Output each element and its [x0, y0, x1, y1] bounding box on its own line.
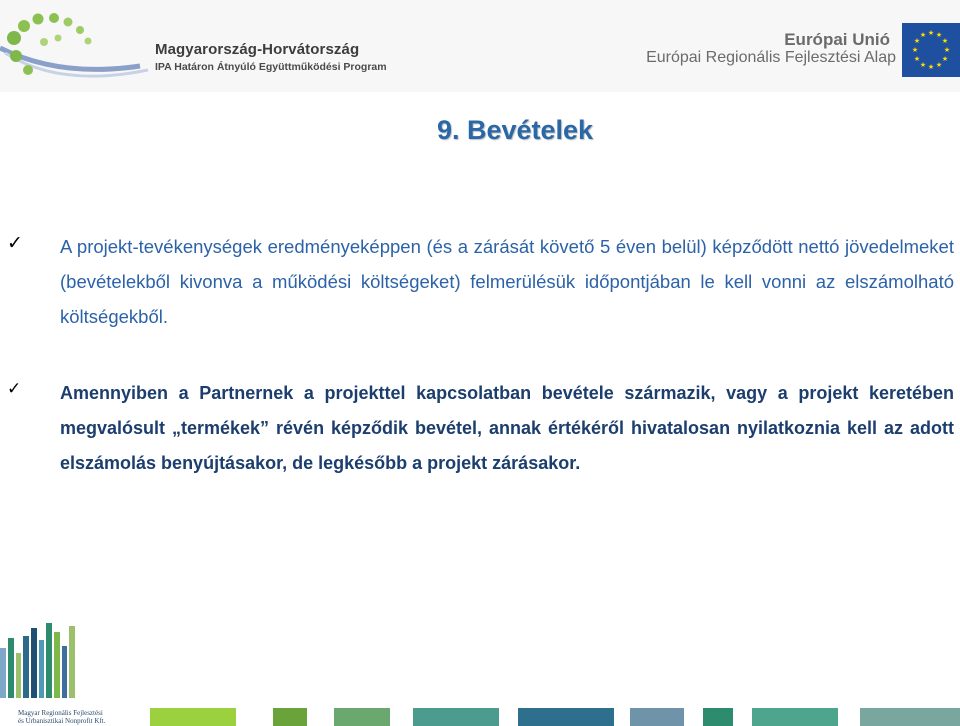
- eu-logo: [640, 20, 960, 80]
- footer-color-block: [518, 708, 614, 726]
- svg-text:★: ★: [927, 29, 935, 37]
- footer-color-block: [334, 708, 390, 726]
- bullet-text: A projekt-tevékenységek eredményeképpen (és a zárását követő 5 éven belül) képződött nettó jövedelmeket (bevételekből kivonva a működési költségeket) felmerülésük időpontjában le kell vonni az elszámolható költségekből.: [60, 236, 954, 327]
- eu-subtitle: Európai Regionális Fejlesztési Alap: [646, 49, 896, 66]
- svg-text:★: ★: [913, 55, 921, 63]
- bullet-text: Amennyiben a Partnernek a projekttel kapcsolatban bevétele származik, vagy a projekt keretében megvalósult „termékek” révén képződik bevétel, annak értékéről hivatalosan nyilatkoznia kell az adott elszámolás benyújtásakor, de legkésőbb a projekt zárásakor.: [60, 383, 954, 473]
- header-banner: [0, 0, 960, 92]
- svg-text:★: ★: [941, 37, 949, 45]
- checkmark-icon: ✓: [7, 232, 23, 254]
- footer-color-block: [752, 708, 838, 726]
- checkmark-icon: ✓: [7, 379, 22, 399]
- svg-text:★: ★: [943, 46, 951, 54]
- footer-color-block: [703, 708, 733, 726]
- svg-text:★: ★: [911, 46, 919, 54]
- svg-text:★: ★: [935, 31, 943, 39]
- program-subtitle: IPA Határon Átnyúló Együttműködési Program: [155, 61, 387, 73]
- organization-logo-bars-icon: [0, 618, 120, 710]
- organization-name-line1: Magyar Regionális Fejlesztési: [18, 709, 103, 717]
- organization-name-line2: és Urbanisztikai Nonprofit Kft.: [18, 717, 106, 725]
- program-logo: [0, 8, 400, 88]
- svg-text:★: ★: [941, 55, 949, 63]
- program-logo-mark-icon: [0, 8, 150, 88]
- slide-title: 9. Bevételek: [436, 115, 594, 145]
- svg-text:★: ★: [913, 37, 921, 45]
- svg-text:★: ★: [935, 61, 943, 69]
- program-title: Magyarország-Horvátország: [155, 41, 360, 58]
- footer-color-block: [413, 708, 499, 726]
- svg-text:★: ★: [919, 31, 927, 39]
- svg-text:★: ★: [919, 61, 927, 69]
- footer-color-block: [150, 708, 236, 726]
- eu-flag-icon: [902, 23, 960, 77]
- svg-text:★: ★: [927, 63, 935, 71]
- organization-name: [18, 709, 105, 725]
- footer-color-block: [273, 708, 307, 726]
- footer-color-block: [630, 708, 684, 726]
- eu-title: Európai Unió: [784, 30, 890, 49]
- footer-color-block: [860, 708, 960, 726]
